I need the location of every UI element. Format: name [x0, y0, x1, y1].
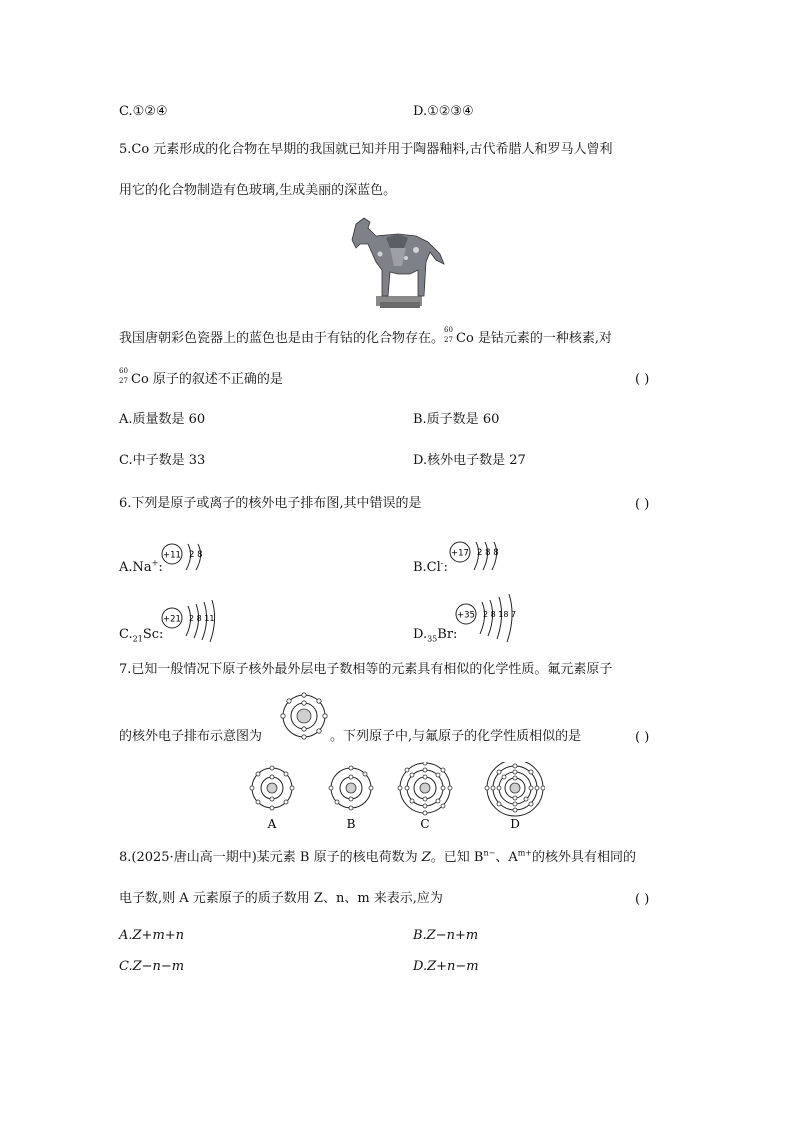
q7-label-b: B: [346, 817, 356, 831]
q5-isotope-1: [444, 326, 456, 344]
element-symbol: Sc:: [142, 627, 164, 642]
nucleus-charge: +21: [163, 614, 181, 625]
q5-stem-line1: 5.Co 元素形成的化合物在早期的我国就已知并用于陶器釉料,古代希腊人和罗马人曾利: [119, 142, 613, 157]
ion-charge: +: [151, 558, 159, 568]
q5-line4: [119, 367, 283, 387]
option-letter: D.: [413, 627, 428, 642]
shell-electrons: 2 8 8: [477, 548, 499, 558]
tang-horse-image: [346, 214, 448, 310]
q8-stem-line2: 电子数,则 A 元素原子的质子数用 Z、n、m 来表示,应为: [119, 891, 443, 906]
q5-stem-line2: 用它的化合物制造有色玻璃,生成美丽的深蓝色。: [119, 183, 397, 198]
q6-b-diagram: [448, 538, 510, 578]
q7-stem-line2a: 的核外电子排布示意图为: [119, 729, 263, 744]
q7-options-diagram: [245, 762, 545, 832]
q5-answer-parentheses: ( ): [635, 372, 650, 387]
q6-option-d-label: [413, 627, 458, 644]
q5-option-d: D.核外电子数是 27: [413, 453, 526, 468]
q5-option-b: B.质子数是 60: [413, 412, 500, 427]
q7-atom-c: [398, 762, 452, 815]
q5-option-a: A.质量数是 60: [119, 412, 206, 427]
shell-electrons: 2 8: [189, 550, 203, 560]
q4-option-d: D.①②③④: [413, 104, 474, 119]
atomic-number: 21: [132, 634, 143, 644]
q5-line4-text: Co 原子的叙述不正确的是: [131, 372, 283, 387]
nucleus-charge: +17: [451, 548, 469, 559]
q5-line3: [119, 326, 613, 346]
q8-text-c: 、A: [495, 850, 518, 865]
q6-option-c-label: [119, 627, 164, 644]
q7-atom-d: [485, 762, 545, 816]
q5-isotope-2: [119, 367, 131, 385]
fluorine-atom-diagram: [279, 691, 329, 741]
q7-label-c: C: [420, 817, 430, 831]
isotope-mass-number: 60: [119, 367, 128, 375]
ion-symbol: A.Na: [119, 560, 152, 575]
q8-option-b: B.Z−n+m: [413, 928, 479, 943]
q8-answer-parentheses: ( ): [635, 892, 650, 907]
q8-a-charge: m+: [517, 848, 532, 858]
option-letter: C.: [119, 627, 133, 642]
q6-c-diagram: [160, 600, 224, 644]
nucleus-charge: +11: [163, 550, 181, 561]
q5-line3-text-b: Co 是钴元素的一种核素,对: [456, 331, 613, 346]
q4-option-c: C.①②④: [119, 104, 168, 119]
q7-atom-b: [329, 766, 373, 810]
q8-option-d: D.Z+n−m: [413, 959, 479, 974]
q8-stem-line1: [119, 848, 637, 865]
q8-option-c: C.Z−n−m: [119, 959, 185, 974]
shell-electrons: 2 8 11: [189, 614, 215, 623]
q8-text-a: 8.(2025·唐山高一期中)某元素 B 原子的核电荷数为: [119, 850, 422, 865]
q6-option-b-label: B.Cl-:: [413, 558, 448, 575]
q6-answer-parentheses: ( ): [635, 497, 650, 512]
ion-charge: -: [440, 558, 444, 568]
q7-label-a: A: [267, 817, 277, 831]
q7-stem-line1: 7.已知一般情况下原子核外最外层电子数相等的元素具有相似的化学性质。氟元素原子: [119, 662, 613, 677]
q6-option-a-label: A.Na+:: [119, 558, 163, 575]
q8-option-a: A.Z+m+n: [119, 928, 185, 943]
nucleus-charge: +35: [457, 610, 475, 621]
q7-atom-a: [250, 766, 294, 810]
atomic-number: 35: [427, 634, 438, 644]
q8-b-charge: n−: [483, 848, 496, 858]
q6-d-diagram: [454, 594, 524, 644]
q7-label-d: D: [510, 817, 520, 831]
q7-stem-line2b: 。下列原子中,与氟原子的化学性质相似的是: [330, 729, 582, 744]
isotope-mass-number: 60: [444, 326, 453, 334]
ion-symbol: B.Cl: [413, 560, 441, 575]
q8-text-d: 的核外具有相同的: [532, 850, 637, 865]
shell-electrons: 2 8 18 7: [483, 610, 517, 619]
q8-var-z: Z: [421, 850, 431, 865]
isotope-atomic-number: 27: [444, 336, 453, 344]
element-symbol: Br:: [437, 627, 458, 642]
q8-text-b: 。已知 B: [430, 850, 484, 865]
q6-a-diagram: [160, 540, 212, 576]
isotope-atomic-number: 27: [119, 377, 128, 385]
q5-option-c: C.中子数是 33: [119, 453, 206, 468]
q6-stem: 6.下列是原子或离子的核外电子排布图,其中错误的是: [119, 496, 422, 511]
q7-answer-parentheses: ( ): [635, 730, 650, 745]
q5-line3-text: 我国唐朝彩色瓷器上的蓝色也是由于有钴的化合物存在。: [119, 331, 445, 346]
